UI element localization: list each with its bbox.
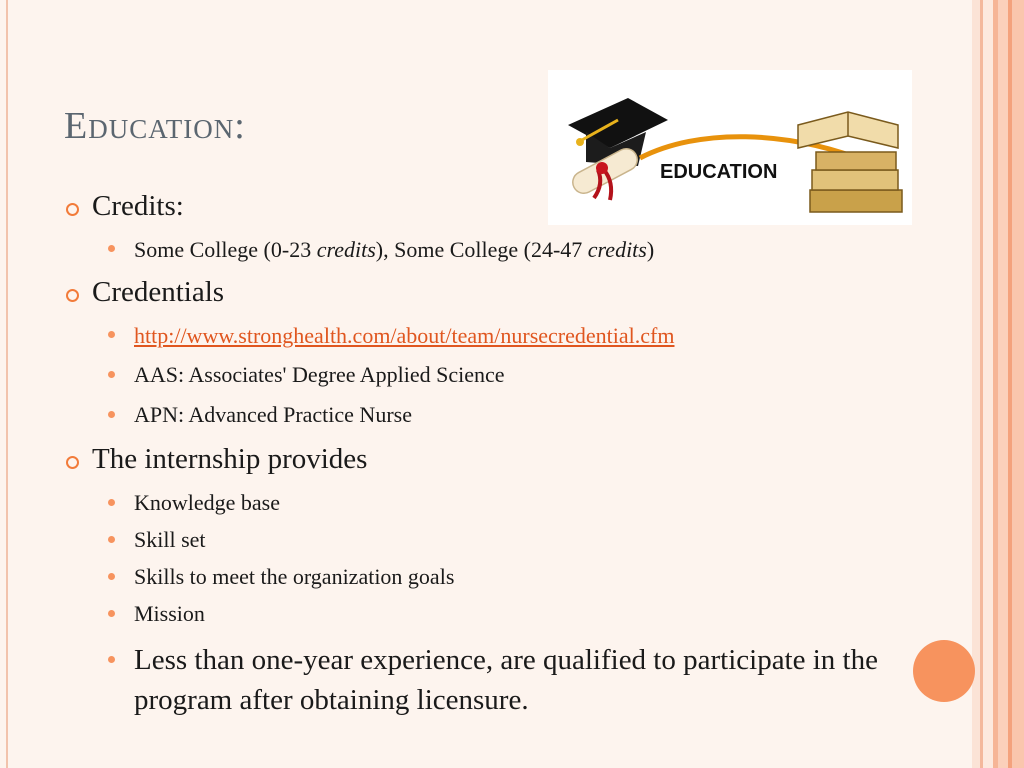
- books-stack-icon: [798, 112, 902, 212]
- sub-bullet-icon: [108, 331, 115, 338]
- sub-bullet-icon: [108, 656, 115, 663]
- right-decorative-stripes: [972, 0, 1024, 768]
- sub-item-skills-goals: Skills to meet the organization goals: [134, 564, 455, 589]
- sub-bullet-icon: [108, 499, 115, 506]
- sub-bullet-icon: [108, 573, 115, 580]
- sub-bullet-icon: [108, 371, 115, 378]
- education-clipart: [548, 70, 912, 225]
- education-label: EDUCATION: [660, 161, 778, 183]
- sub-item-experience: Less than one-year experience, are qualified to participate in the program after obtaining licensure.: [134, 644, 878, 716]
- sub-bullet-icon: [108, 245, 115, 252]
- education-image: [548, 70, 912, 225]
- bullet-internship: The internship provides: [92, 443, 368, 475]
- credentials-link[interactable]: http://www.stronghealth.com/about/team/nursecredential.cfm: [134, 323, 675, 348]
- sub-bullet-icon: [108, 536, 115, 543]
- sub-item-knowledge-base: Knowledge base: [134, 490, 281, 515]
- bullet-icon: [66, 203, 79, 216]
- sub-item-mission: Mission: [134, 601, 205, 626]
- sub-item-skill-set: Skill set: [134, 527, 206, 552]
- sub-item-aas: AAS: Associates' Degree Applied Science: [134, 362, 505, 387]
- bullet-credits: Credits:: [92, 190, 184, 222]
- left-border-line: [6, 0, 8, 768]
- bullet-credentials: Credentials: [92, 276, 225, 308]
- sub-item-some-college: Some College (0-23 credits), Some College (24-47 credits): [134, 237, 655, 262]
- bullet-icon: [66, 289, 79, 302]
- decorative-circle: [913, 640, 975, 702]
- slide-title: Education:: [64, 105, 246, 147]
- sub-item-apn: APN: Advanced Practice Nurse: [134, 402, 412, 427]
- bullet-icon: [66, 456, 79, 469]
- sub-bullet-icon: [108, 411, 115, 418]
- sub-bullet-icon: [108, 610, 115, 617]
